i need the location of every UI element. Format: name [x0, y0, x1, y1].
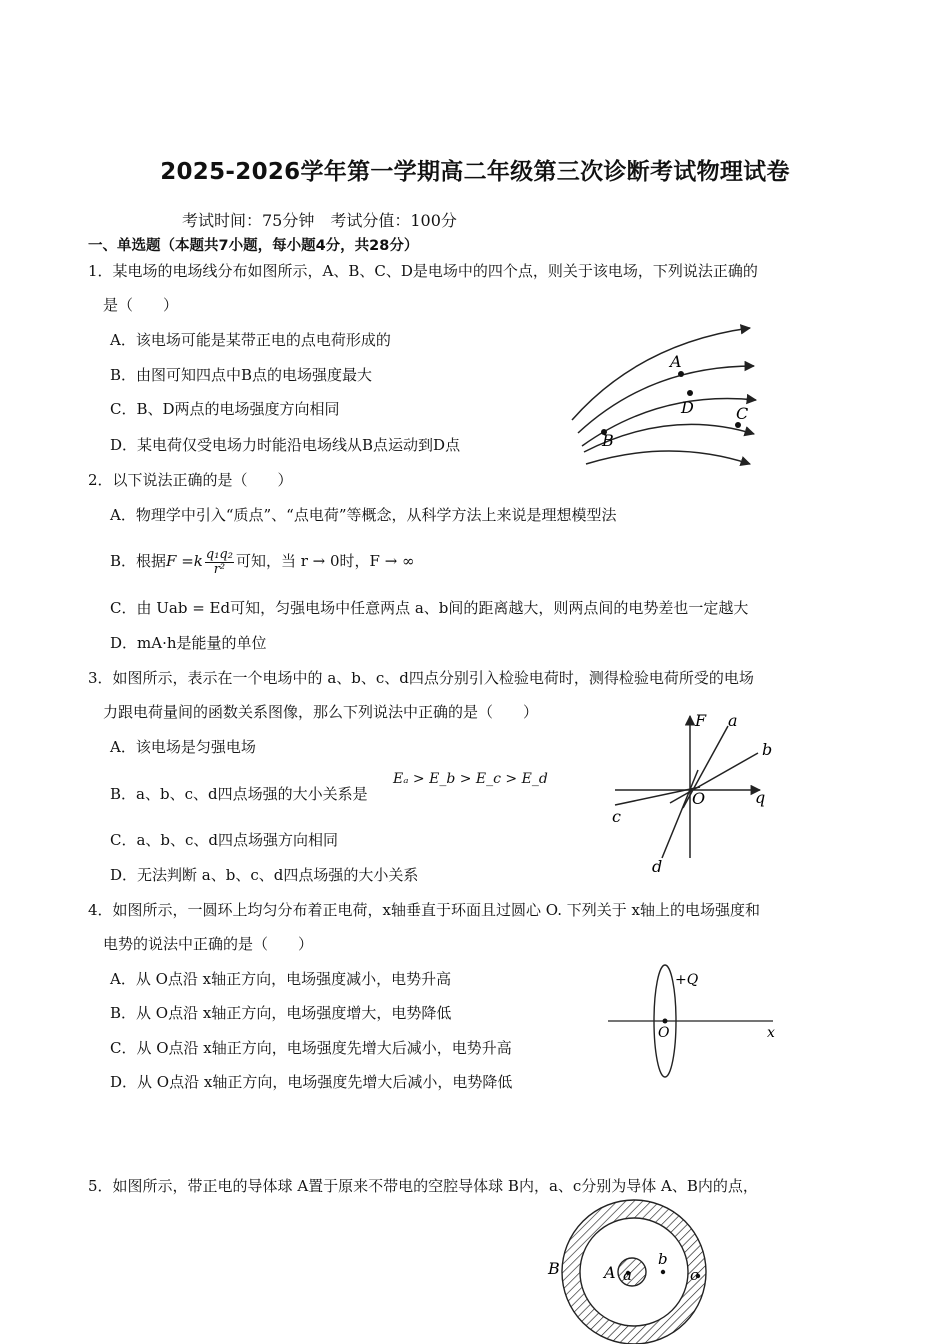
q3-option-d: D．无法判断 a、b、c、d四点场强的大小关系 — [110, 866, 419, 884]
q1-point-d — [687, 390, 693, 396]
q2-stem: 2．以下说法正确的是（ ） — [88, 471, 293, 489]
q1-label-a: A — [670, 352, 682, 371]
q3-q-label: q — [755, 788, 766, 807]
q1-label-d: D — [681, 398, 694, 417]
q2-option-b-suffix: 可知，当 r → 0时，F → ∞ — [235, 552, 415, 570]
q1-field-lines-figure — [560, 318, 770, 468]
q1-point-a — [678, 371, 684, 377]
q2-formula-lhs: F =k — [166, 552, 203, 570]
q5-label-c-point: c — [690, 1266, 699, 1284]
q3-origin-label: O — [692, 789, 706, 808]
q5-label-a-point: a — [623, 1266, 632, 1284]
q4-charge-label: +Q — [675, 972, 699, 988]
q1-option-b: B．由图可知四点中B点的电场强度最大 — [110, 366, 373, 384]
q4-option-d: D．从 O点沿 x轴正方向，电场强度先增大后减小，电势降低 — [110, 1073, 513, 1091]
q5-label-b-shell: B — [548, 1259, 560, 1278]
q5-stem-line1: 5．如图所示，带正电的导体球 A置于原来不带电的空腔导体球 B内，a、c分别为导体 A、B内的点， — [88, 1177, 758, 1195]
q1-option-d: D．某电荷仅受电场力时能沿电场线从B点运动到D点 — [110, 436, 461, 454]
q4-axis-label: x — [767, 1025, 775, 1041]
q3-label-b: b — [762, 740, 773, 759]
q4-center-point — [663, 1019, 668, 1024]
q4-origin-label: O — [658, 1025, 670, 1041]
q2-formula-fraction — [205, 548, 234, 577]
q3-label-c: c — [612, 807, 621, 826]
q5-point-b — [661, 1270, 665, 1274]
q3-option-a: A．该电场是匀强电场 — [110, 738, 256, 756]
q2-formula-numerator: q₁q₂ — [205, 546, 233, 562]
q4-stem-line1: 4．如图所示，一圆环上均匀分布着正电荷，x轴垂直于环面且过圆心 O. 下列关于 x轴上的电场强度和 — [88, 901, 760, 919]
q1-stem-line1: 1．某电场的电场线分布如图所示，A、B、C、D是电场中的四个点，则关于该电场，下列说法正确的 — [88, 262, 758, 280]
q1-label-b: B — [602, 431, 614, 450]
q3-stem-line2: 力跟电荷量间的函数关系图像，那么下列说法中正确的是（ ） — [103, 703, 539, 721]
q3-line-d — [662, 770, 698, 858]
q4-option-b: B．从 O点沿 x轴正方向，电场强度增大，电势降低 — [110, 1004, 452, 1022]
q3-f-label: F — [695, 711, 707, 730]
q5-label-b-point: b — [658, 1250, 668, 1268]
exam-title: 2025-2026学年第一学期高二年级第三次诊断考试物理试卷 — [160, 159, 790, 185]
q2-option-b-prefix: B．根据 — [110, 552, 167, 570]
q5-conductor-spheres-figure — [540, 1210, 740, 1344]
q2-option-b — [110, 546, 415, 577]
q3-option-c: C．a、b、c、d四点场强方向相同 — [110, 831, 339, 849]
q5-label-a-sphere: A — [604, 1263, 616, 1282]
q2-option-d: D．mA·h是能量的单位 — [110, 634, 267, 652]
exam-info: 考试时间：75分钟 考试分值：100分 — [182, 211, 457, 230]
q2-formula-denominator: r² — [213, 561, 226, 577]
q4-stem-line2: 电势的说法中正确的是（ ） — [103, 935, 314, 953]
q3-option-b: B．a、b、c、d四点场强的大小关系是 — [110, 785, 368, 803]
q1-label-c: C — [736, 404, 749, 423]
q3-f-q-graph — [600, 708, 780, 883]
q4-option-c: C．从 O点沿 x轴正方向，电场强度先增大后减小，电势升高 — [110, 1039, 512, 1057]
q1-option-c: C．B、D两点的电场强度方向相同 — [110, 400, 340, 418]
q3-label-a: a — [728, 711, 738, 730]
q2-option-a: A．物理学中引入“质点”、“点电荷”等概念，从科学方法上来说是理想模型法 — [110, 506, 617, 524]
section-heading: 一、单选题（本题共7小题，每小题4分，共28分） — [88, 238, 419, 254]
q1-option-a: A．该电场可能是某带正电的点电荷形成的 — [110, 331, 391, 349]
q2-option-c: C．由 Uab = Ed可知，匀强电场中任意两点 a、b间的距离越大，则两点间的电势差也一定越大 — [110, 599, 749, 617]
q3-line-b — [670, 753, 758, 803]
q1-stem-line2: 是（ ） — [103, 296, 179, 314]
q4-option-a: A．从 O点沿 x轴正方向，电场强度减小，电势升高 — [110, 970, 452, 988]
q3-stem-line1: 3．如图所示，表示在一个电场中的 a、b、c、d四点分别引入检验电荷时，测得检验电荷所受的电场 — [88, 669, 754, 687]
q3-label-d: d — [652, 857, 663, 876]
q3-option-b-relation: Eₐ > E_b > E_c > E_d — [393, 771, 548, 787]
q4-ring-figure — [605, 962, 785, 1082]
